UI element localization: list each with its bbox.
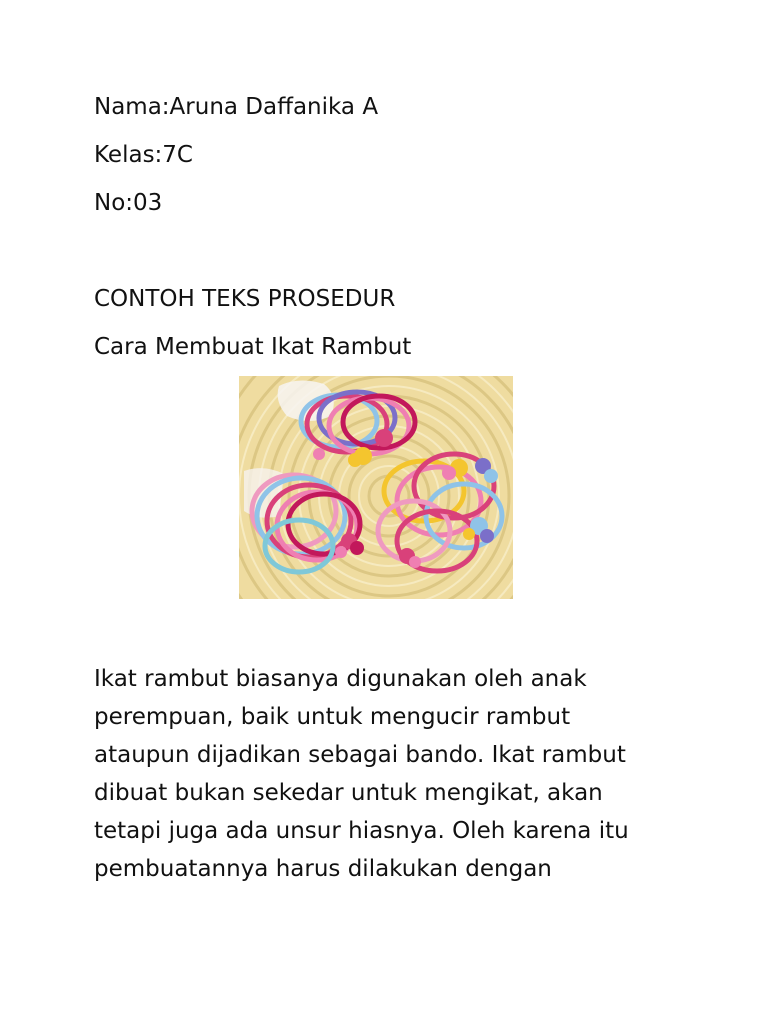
body-line: perempuan, baik untuk mengucir rambut [94, 704, 571, 730]
body-line: Ikat rambut biasanya digunakan oleh anak [94, 666, 587, 692]
student-name: Nama:Aruna Daffanika A [94, 94, 379, 120]
student-number: No:03 [94, 190, 163, 216]
document-title: CONTOH TEKS PROSEDUR [94, 286, 396, 312]
hair-ties-photo [239, 376, 513, 599]
body-line: ataupun dijadikan sebagai bando. Ikat rambut [94, 742, 626, 768]
body-line: pembuatannya harus dilakukan dengan [94, 856, 552, 882]
body-paragraph [94, 660, 714, 888]
body-line: dibuat bukan sekedar untuk mengikat, akan [94, 780, 603, 806]
document-subtitle: Cara Membuat Ikat Rambut [94, 334, 412, 360]
student-class: Kelas:7C [94, 142, 193, 168]
body-line: tetapi juga ada unsur hiasnya. Oleh karena itu [94, 818, 629, 844]
